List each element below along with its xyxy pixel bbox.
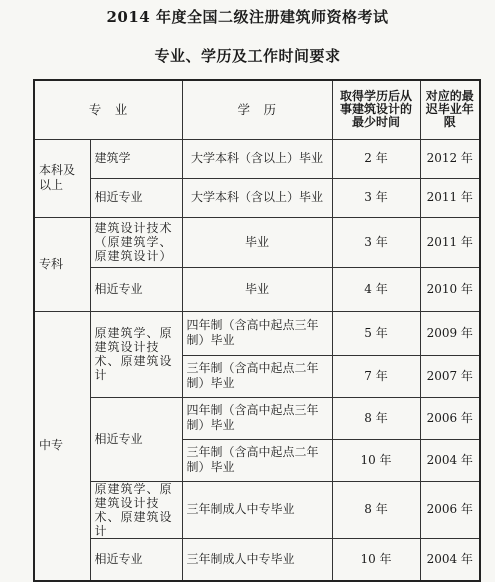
time-cell: 10 年 xyxy=(332,538,420,581)
time-cell: 3 年 xyxy=(332,178,420,217)
table-row xyxy=(34,217,480,267)
year-cell: 2012 年 xyxy=(420,139,480,178)
header-latest-year: 对应的最迟毕业年限 xyxy=(420,80,480,139)
table-row xyxy=(34,178,480,217)
header-min-time: 取得学历后从事建筑设计的最少时间 xyxy=(332,80,420,139)
year-cell: 2007 年 xyxy=(420,355,480,397)
major-cell: 原建筑学、原建筑设计技术、原建筑设计 xyxy=(90,481,182,538)
level-cell: 本科及以上 xyxy=(34,139,90,217)
education-cell: 毕业 xyxy=(182,217,332,267)
requirements-table xyxy=(33,79,481,582)
major-cell: 建筑设计技术（原建筑学、原建筑设计） xyxy=(90,217,182,267)
time-cell: 5 年 xyxy=(332,311,420,355)
table-row xyxy=(34,397,480,439)
header-major: 专 业 xyxy=(34,80,182,139)
education-cell: 毕业 xyxy=(182,267,332,311)
major-cell: 相近专业 xyxy=(90,178,182,217)
education-cell: 三年制（含高中起点二年制）毕业 xyxy=(182,439,332,481)
year-cell: 2004 年 xyxy=(420,538,480,581)
level-cell: 专科 xyxy=(34,217,90,311)
time-cell: 8 年 xyxy=(332,397,420,439)
major-cell: 相近专业 xyxy=(90,267,182,311)
education-cell: 四年制（含高中起点三年制）毕业 xyxy=(182,311,332,355)
time-cell: 10 年 xyxy=(332,439,420,481)
page-subtitle: 专业、学历及工作时间要求 xyxy=(154,47,341,65)
time-cell: 7 年 xyxy=(332,355,420,397)
time-cell: 8 年 xyxy=(332,481,420,538)
education-cell: 三年制成人中专毕业 xyxy=(182,481,332,538)
time-cell: 4 年 xyxy=(332,267,420,311)
level-cell: 中专 xyxy=(34,311,90,581)
education-cell: 四年制（含高中起点三年制）毕业 xyxy=(182,397,332,439)
year-cell: 2010 年 xyxy=(420,267,480,311)
year-cell: 2006 年 xyxy=(420,481,480,538)
time-cell: 3 年 xyxy=(332,217,420,267)
table-row xyxy=(34,311,480,355)
year-cell: 2011 年 xyxy=(420,178,480,217)
major-cell: 建筑学 xyxy=(90,139,182,178)
table-row xyxy=(34,267,480,311)
education-cell: 三年制（含高中起点二年制）毕业 xyxy=(182,355,332,397)
page-title: 2014 年度全国二级注册建筑师资格考试 xyxy=(106,8,389,26)
year-cell: 2009 年 xyxy=(420,311,480,355)
table-row xyxy=(34,481,480,538)
education-cell: 大学本科（含以上）毕业 xyxy=(182,139,332,178)
header-education: 学 历 xyxy=(182,80,332,139)
education-cell: 三年制成人中专毕业 xyxy=(182,538,332,581)
major-cell: 相近专业 xyxy=(90,538,182,581)
table-row xyxy=(34,139,480,178)
year-cell: 2006 年 xyxy=(420,397,480,439)
education-cell: 大学本科（含以上）毕业 xyxy=(182,178,332,217)
table-header-row xyxy=(34,80,480,139)
time-cell: 2 年 xyxy=(332,139,420,178)
year-cell: 2004 年 xyxy=(420,439,480,481)
major-cell: 相近专业 xyxy=(90,397,182,481)
major-cell: 原建筑学、原建筑设计技术、原建筑设计 xyxy=(90,311,182,397)
year-cell: 2011 年 xyxy=(420,217,480,267)
table-row xyxy=(34,538,480,581)
